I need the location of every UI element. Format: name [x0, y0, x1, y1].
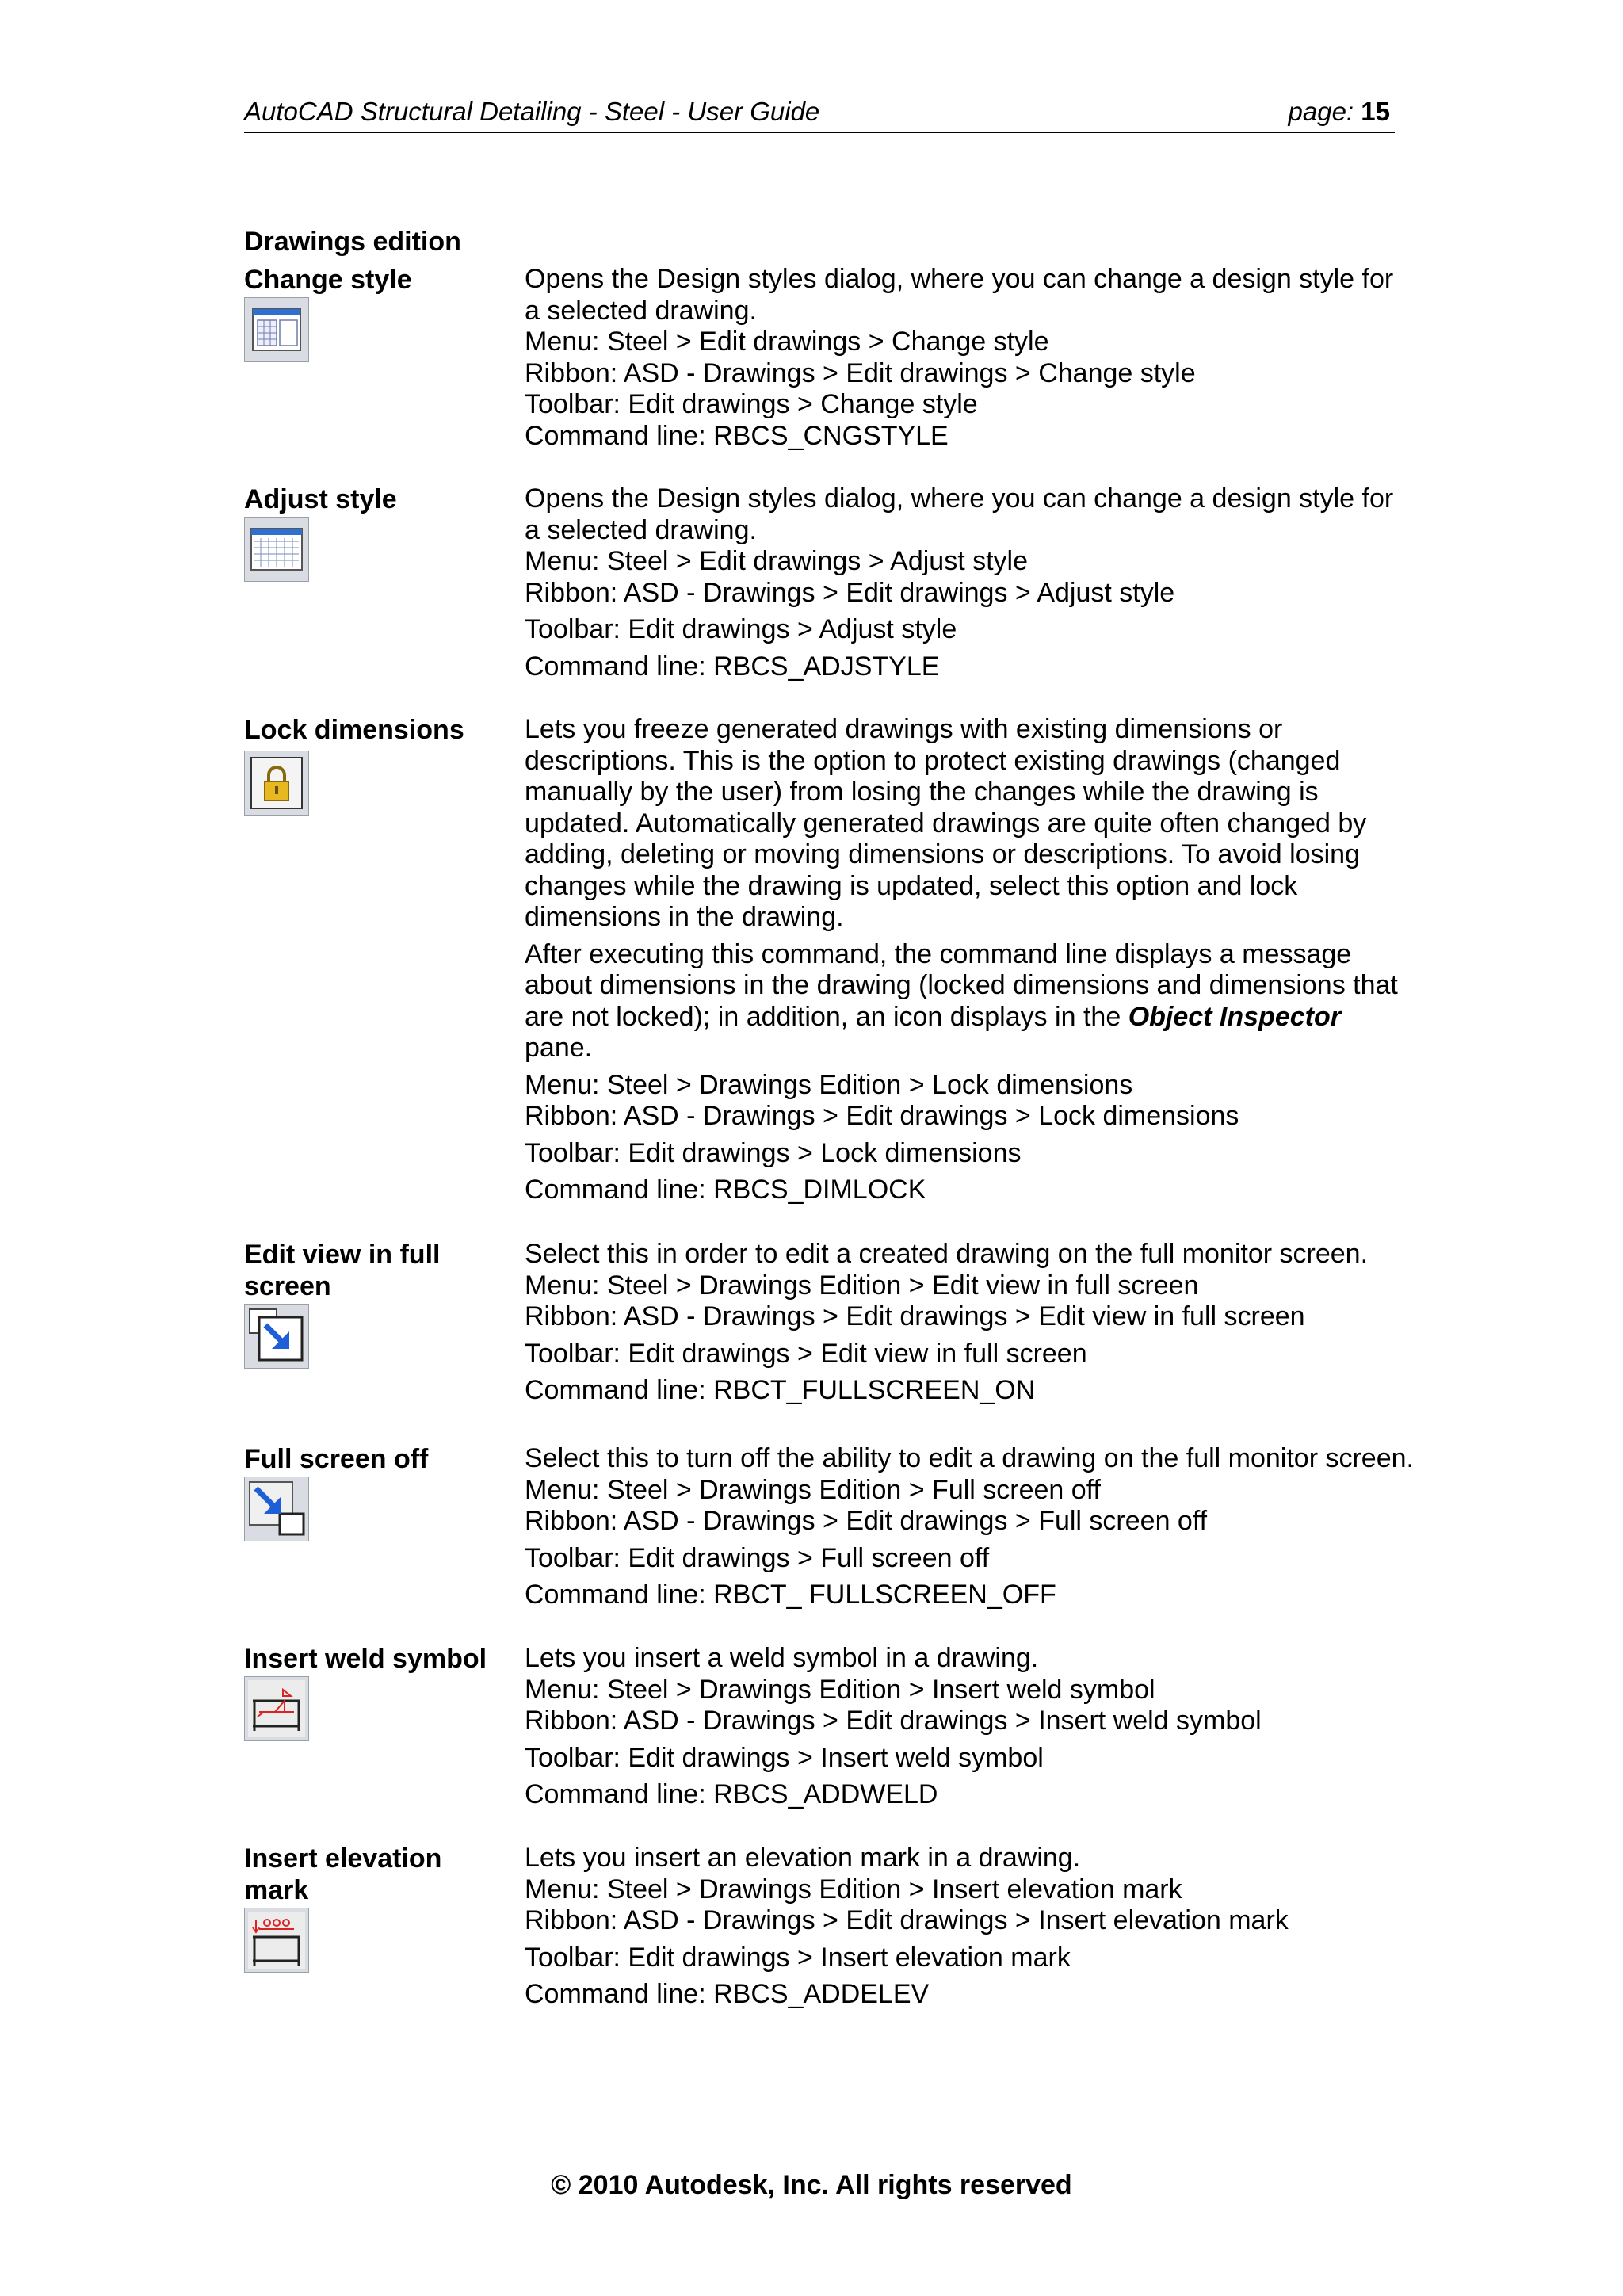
- page-indicator: [1289, 97, 1390, 127]
- object-inspector-term: Object Inspector: [1128, 1001, 1341, 1032]
- menu-path: Menu: Steel > Drawings Edition > Lock dimensions: [525, 1069, 1133, 1100]
- entry-title: Lock dimensions: [244, 715, 464, 745]
- command-line: Command line: RBCS_CNGSTYLE: [525, 420, 949, 451]
- entry-description: [525, 1239, 1444, 1407]
- description-line: Lets you freeze generated drawings with existing dimensions or: [525, 714, 1283, 744]
- entry-title-line: mark: [244, 1875, 309, 1905]
- toolbar-path: Toolbar: Edit drawings > Edit view in full screen: [525, 1338, 1087, 1369]
- ribbon-path: Ribbon: ASD - Drawings > Edit drawings > Edit view in full screen: [525, 1301, 1305, 1331]
- weld-symbol-icon[interactable]: [244, 1676, 309, 1741]
- fullscreen-on-icon[interactable]: [244, 1304, 309, 1369]
- entry-title-line: screen: [244, 1271, 331, 1301]
- description-line: [525, 1002, 1444, 1033]
- copyright-footer: © 2010 Autodesk, Inc. All rights reserved: [551, 2170, 1072, 2200]
- toolbar-path: Toolbar: Edit drawings > Change style: [525, 389, 978, 419]
- toolbar-path: Toolbar: Edit drawings > Insert weld symbol: [525, 1742, 1044, 1773]
- description-line: manually by the user) from losing the changes while the drawing is: [525, 777, 1319, 807]
- section-heading: Drawings edition: [244, 227, 461, 257]
- entry-description: [525, 483, 1444, 682]
- entry-title: Adjust style: [244, 484, 397, 514]
- menu-path: Menu: Steel > Drawings Edition > Edit view in full screen: [525, 1270, 1199, 1301]
- entry-title: Change style: [244, 265, 412, 295]
- entry-description: [525, 1843, 1444, 2011]
- description-line: pane.: [525, 1033, 593, 1063]
- description-line: descriptions. This is the option to protect existing drawings (changed: [525, 745, 1341, 776]
- change-style-icon[interactable]: [244, 297, 309, 362]
- description-line: about dimensions in the drawing (locked dimensions and dimensions that: [525, 970, 1398, 1000]
- ribbon-path: Ribbon: ASD - Drawings > Edit drawings > Insert elevation mark: [525, 1905, 1289, 1935]
- toolbar-path: Toolbar: Edit drawings > Full screen off: [525, 1542, 990, 1573]
- description-line: Lets you insert an elevation mark in a drawing.: [525, 1843, 1081, 1873]
- page-number: 15: [1361, 97, 1390, 126]
- toolbar-path: Toolbar: Edit drawings > Insert elevation mark: [525, 1942, 1071, 1973]
- toolbar-path: Toolbar: Edit drawings > Adjust style: [525, 614, 957, 644]
- description-line: Lets you insert a weld symbol in a drawing.: [525, 1643, 1039, 1673]
- entry-description: [525, 264, 1444, 452]
- description-line: Opens the Design styles dialog, where you can change a design style for: [525, 483, 1394, 514]
- description-line: After executing this command, the command line displays a message: [525, 938, 1352, 969]
- description-line: Select this to turn off the ability to edit a drawing on the full monitor screen.: [525, 1443, 1414, 1473]
- entry-title: [244, 1843, 506, 1906]
- menu-path: Menu: Steel > Drawings Edition > Insert elevation mark: [525, 1874, 1182, 1904]
- command-line: Command line: RBCS_ADJSTYLE: [525, 651, 940, 682]
- entry-description: [525, 1443, 1444, 1611]
- ribbon-path: Ribbon: ASD - Drawings > Edit drawings > Change style: [525, 357, 1196, 388]
- entry-title-line: Insert elevation: [244, 1843, 442, 1874]
- description-line: dimensions in the drawing.: [525, 902, 844, 932]
- ribbon-path: Ribbon: ASD - Drawings > Edit drawings > Lock dimensions: [525, 1101, 1239, 1131]
- page-header: [244, 94, 1395, 133]
- fullscreen-off-icon[interactable]: [244, 1477, 309, 1541]
- description-line: a selected drawing.: [525, 295, 757, 326]
- command-line: Command line: RBCS_ADDELEV: [525, 1979, 930, 2009]
- entry-title: Insert weld symbol: [244, 1644, 487, 1674]
- menu-path: Menu: Steel > Drawings Edition > Full screen off: [525, 1474, 1101, 1505]
- entry-description: [525, 1643, 1444, 1811]
- elevation-mark-icon[interactable]: [244, 1908, 309, 1973]
- toolbar-path: Toolbar: Edit drawings > Lock dimensions: [525, 1137, 1022, 1168]
- command-line: Command line: RBCT_ FULLSCREEN_OFF: [525, 1580, 1056, 1610]
- description-line: adding, deleting or moving dimensions or descriptions. To avoid losing: [525, 839, 1360, 869]
- description-text: are not locked); in addition, an icon displays in the: [525, 1001, 1128, 1032]
- description-line: Opens the Design styles dialog, where you can change a design style for: [525, 264, 1394, 294]
- description-line: changes while the drawing is updated, select this option and lock: [525, 870, 1298, 901]
- entry-title-line: Edit view in full: [244, 1240, 441, 1270]
- description-line: a selected drawing.: [525, 514, 757, 545]
- entry-title: [244, 1239, 506, 1302]
- entry-title: Full screen off: [244, 1444, 429, 1474]
- menu-path: Menu: Steel > Edit drawings > Change style: [525, 327, 1049, 357]
- ribbon-path: Ribbon: ASD - Drawings > Edit drawings > Insert weld symbol: [525, 1706, 1262, 1736]
- lock-icon[interactable]: [244, 751, 309, 816]
- menu-path: Menu: Steel > Edit drawings > Adjust style: [525, 546, 1029, 576]
- command-line: Command line: RBCT_FULLSCREEN_ON: [525, 1375, 1036, 1405]
- document-title: AutoCAD Structural Detailing - Steel - User Guide: [244, 97, 820, 126]
- ribbon-path: Ribbon: ASD - Drawings > Edit drawings > Adjust style: [525, 577, 1175, 608]
- command-line: Command line: RBCS_ADDWELD: [525, 1779, 938, 1809]
- description-line: Select this in order to edit a created drawing on the full monitor screen.: [525, 1239, 1369, 1269]
- entry-description: [525, 714, 1444, 1206]
- menu-path: Menu: Steel > Drawings Edition > Insert weld symbol: [525, 1674, 1155, 1705]
- page-label: page:: [1288, 97, 1354, 126]
- ribbon-path: Ribbon: ASD - Drawings > Edit drawings > Full screen off: [525, 1506, 1208, 1536]
- command-line: Command line: RBCS_DIMLOCK: [525, 1175, 926, 1205]
- description-line: updated. Automatically generated drawings are quite often changed by: [525, 808, 1367, 839]
- adjust-style-icon[interactable]: [244, 517, 309, 582]
